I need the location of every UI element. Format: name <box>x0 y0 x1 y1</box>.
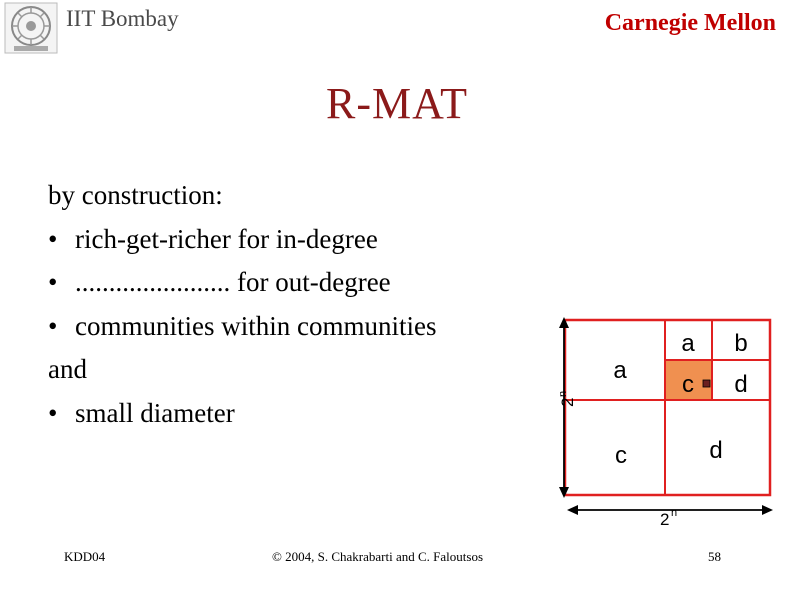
subquadrant-label-c: c <box>682 371 694 398</box>
line-text: ....................... for out-degree <box>75 267 391 297</box>
arrowhead-down-icon <box>559 487 569 498</box>
bullet-mark: • <box>48 223 58 254</box>
arrowhead-left-icon <box>567 505 578 515</box>
arrowhead-up-icon <box>559 317 569 328</box>
bullet-line <box>48 261 436 305</box>
subquadrant-label-a: a <box>681 330 695 357</box>
university-name: Carnegie Mellon <box>604 10 776 36</box>
iit-bombay-logo-icon <box>4 2 58 54</box>
body-line <box>48 348 436 392</box>
svg-text:n: n <box>557 390 569 397</box>
subquadrant-label-b: b <box>734 330 748 357</box>
arrowhead-right-icon <box>762 505 773 515</box>
bullet-line <box>48 305 436 349</box>
line-text: rich-get-richer for in-degree <box>75 223 378 254</box>
svg-text:n: n <box>671 507 678 519</box>
width-label <box>660 507 677 529</box>
bullet-mark: • <box>48 310 58 341</box>
line-text: by construction: <box>48 180 223 210</box>
svg-text:2: 2 <box>660 510 670 529</box>
quadrant-label-c: c <box>615 442 627 469</box>
body-line <box>48 174 436 218</box>
bullet-line <box>48 218 436 262</box>
innermost-cell <box>703 380 710 387</box>
footer-copyright: © 2004, S. Chakrabarti and C. Faloutsos <box>272 549 484 564</box>
bullet-mark: • <box>48 267 58 297</box>
bullet-mark: • <box>48 397 58 428</box>
svg-text:2: 2 <box>558 397 577 407</box>
slide-body <box>48 174 436 435</box>
page-number: 58 <box>708 549 721 564</box>
institution-name: IIT Bombay <box>66 6 179 31</box>
quadrant-label-d: d <box>709 437 723 464</box>
height-label <box>557 391 577 407</box>
footer-conference: KDD04 <box>64 549 106 564</box>
subquadrant-label-d: d <box>734 371 748 398</box>
line-text: and <box>48 354 87 384</box>
slide-title: R-MAT <box>326 79 468 128</box>
rmat-diagram <box>540 300 790 530</box>
quadrant-label-a: a <box>613 357 627 384</box>
bullet-line <box>48 392 436 436</box>
line-text: small diameter <box>75 397 235 428</box>
line-text: communities within communities <box>75 310 437 341</box>
